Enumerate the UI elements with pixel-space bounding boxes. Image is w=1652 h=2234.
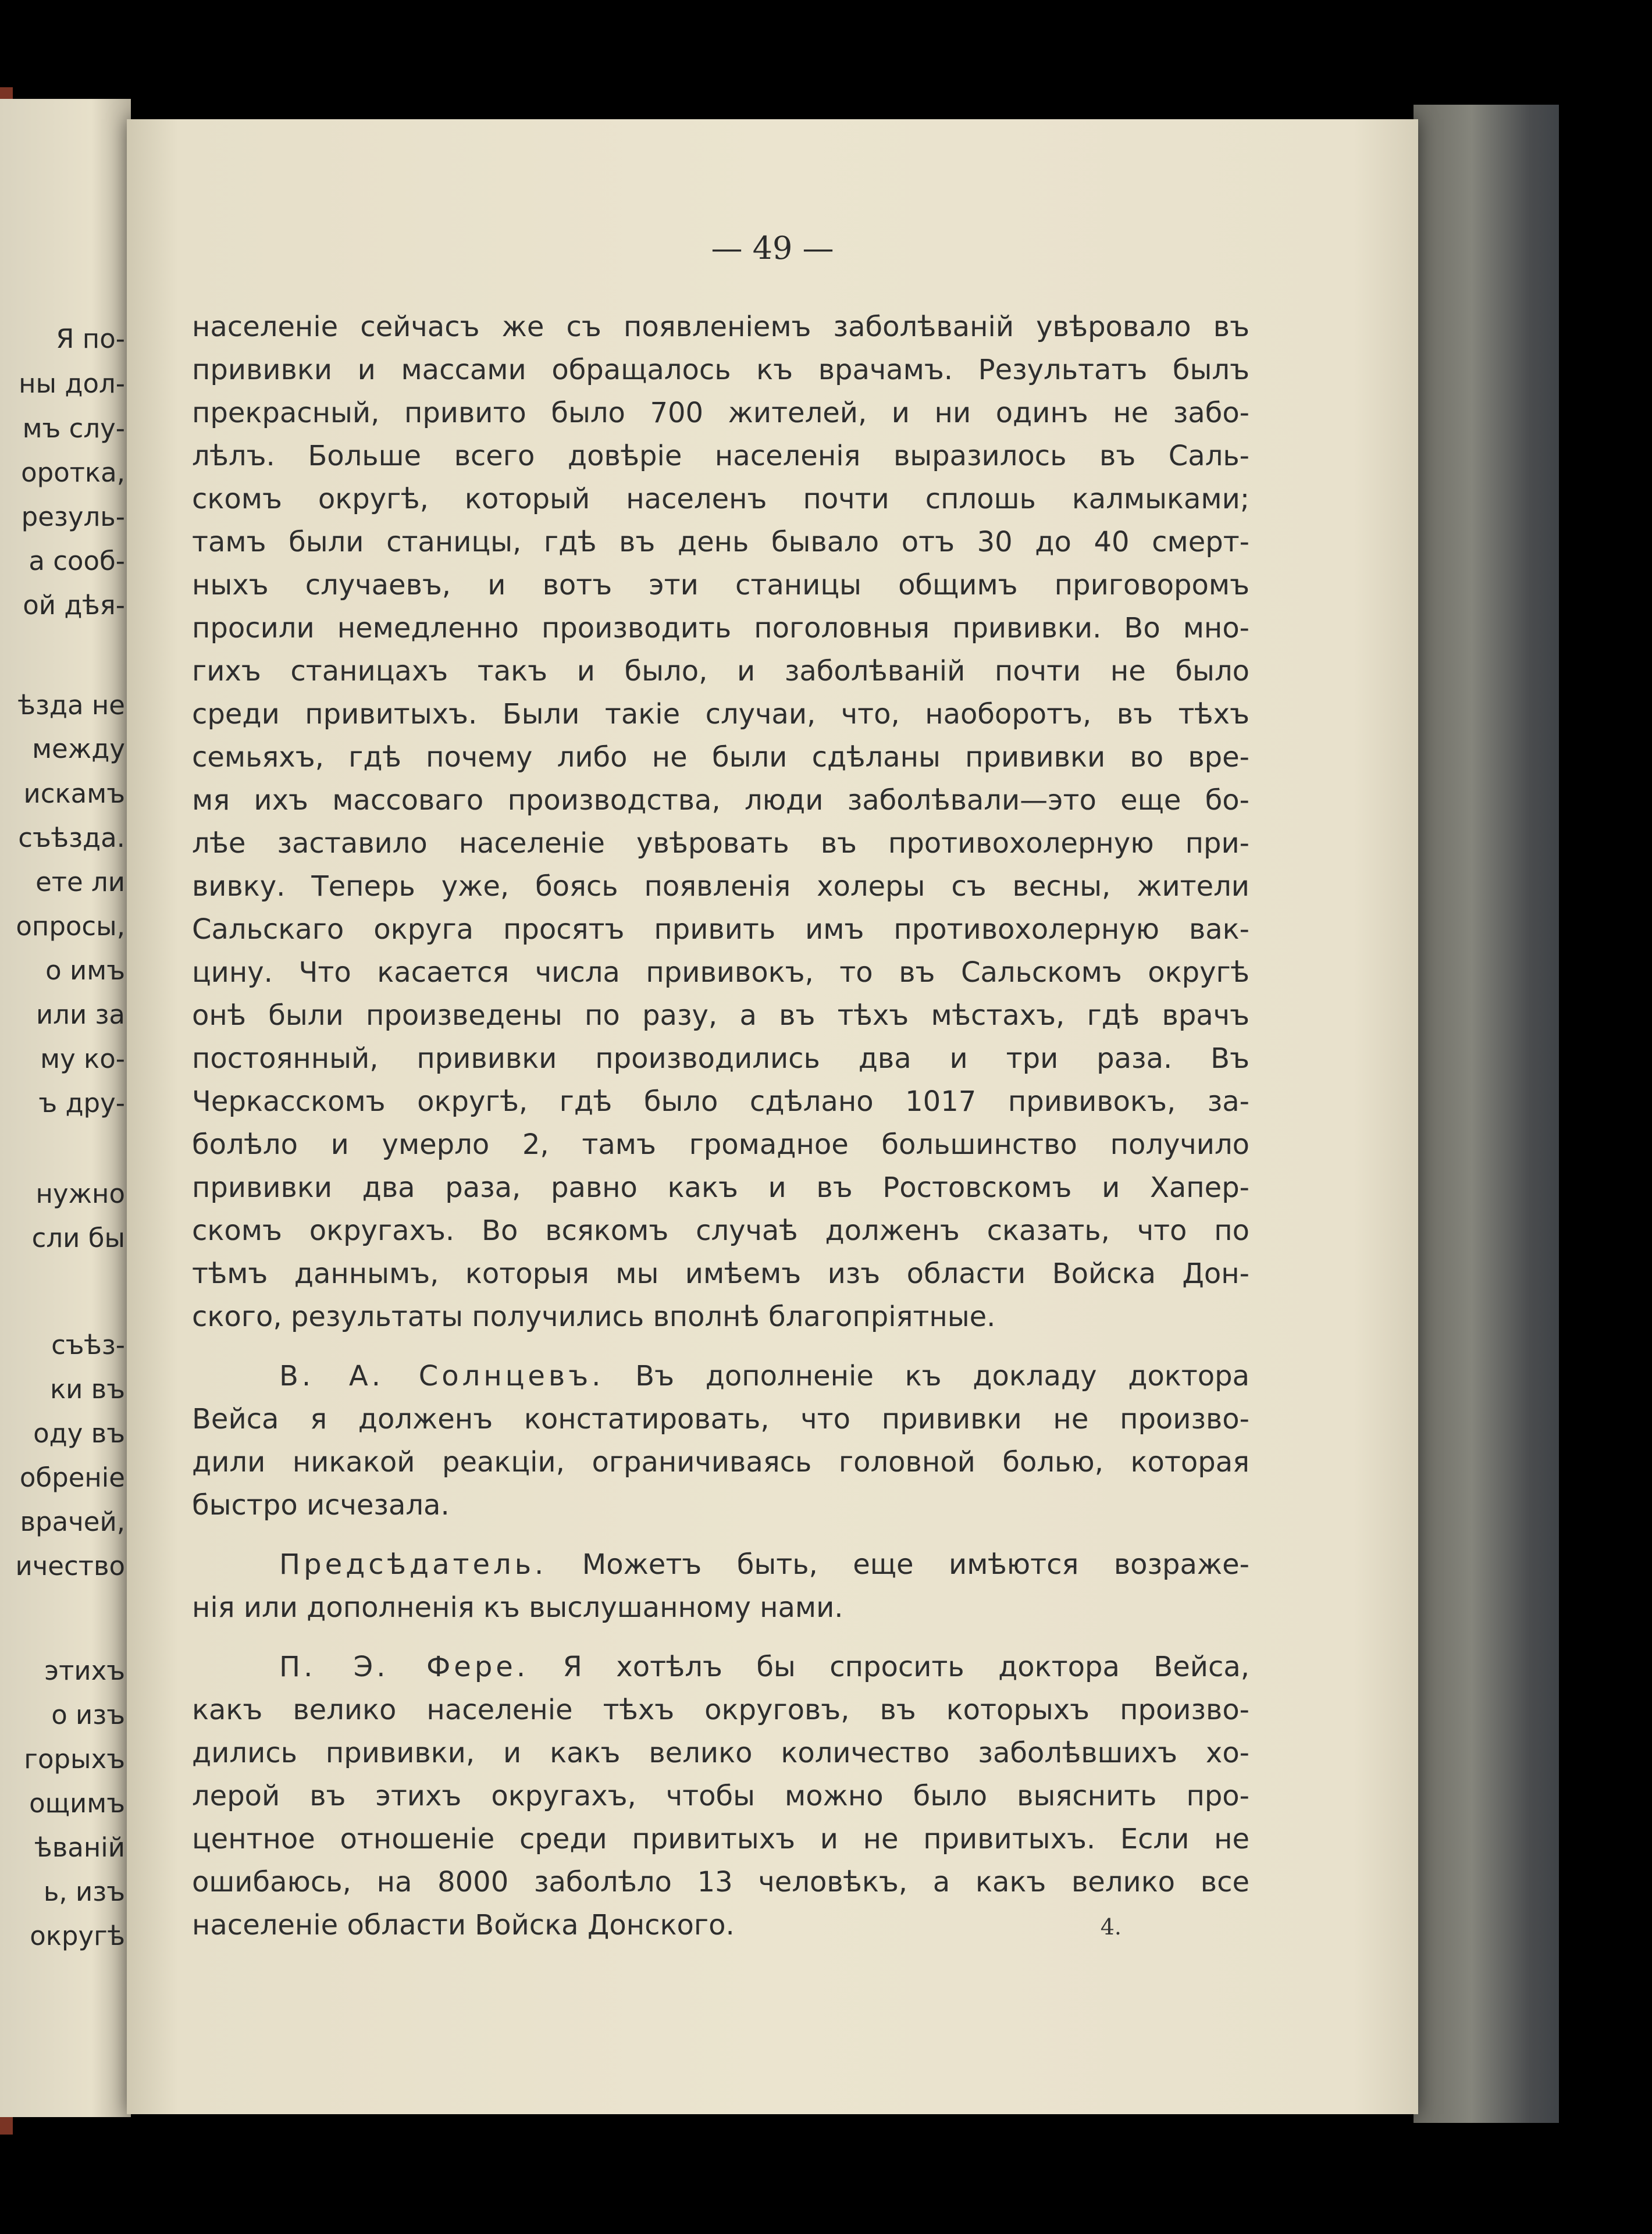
text-line: вивку. Теперь уже, боясь появленія холеры съ весны, жители	[192, 870, 1249, 903]
paragraph-2	[192, 1355, 1249, 1527]
left-page-fragment: оротка,	[21, 457, 125, 488]
text-line: населеніе сейчасъ же съ появленіемъ заболѣваній увѣровало въ	[192, 311, 1249, 343]
text-line: нія или дополненія къ выслушанному нами.	[192, 1591, 843, 1624]
paragraph-3-first-line-text: Можетъ быть, еще имѣются возраже-	[582, 1548, 1249, 1581]
left-page-fragment: ичество	[15, 1551, 125, 1581]
left-page-fragment: съѣзда.	[18, 822, 125, 853]
left-page-fragment: этихъ	[44, 1655, 125, 1686]
left-page-fragment: сли бы	[31, 1223, 125, 1253]
left-page-fragment: ки въ	[49, 1374, 125, 1405]
left-page-fragment: ѣваній	[34, 1832, 125, 1863]
left-page-fragment: горыхъ	[24, 1744, 125, 1775]
left-page-fragment: искамъ	[23, 778, 125, 809]
left-page-fragment: ощимъ	[29, 1788, 125, 1819]
text-line: дили никакой реакціи, ограничиваясь головной болью, которая	[192, 1446, 1249, 1478]
text-line: быстро исчезала.	[192, 1489, 450, 1522]
text-line: какъ велико населеніе тѣхъ округовъ, въ которыхъ произво-	[192, 1694, 1249, 1726]
text-line: среди привитыхъ. Были такіе случаи, что, наоборотъ, въ тѣхъ	[192, 698, 1249, 731]
text-line: болѣло и умерло 2, тамъ громадное большинство получило	[192, 1128, 1249, 1161]
text-line: Сальскаго округа просятъ привить имъ противохолерную вак-	[192, 913, 1249, 946]
text-line: онѣ были произведены по разу, а въ тѣхъ мѣстахъ, гдѣ врачъ	[192, 999, 1249, 1032]
book-page	[127, 119, 1418, 2114]
paragraph-1	[192, 305, 1249, 1338]
text-line: лерой въ этихъ округахъ, чтобы можно было выяснить про-	[192, 1780, 1249, 1812]
paragraph-4	[192, 1645, 1249, 1947]
text-line: гихъ станицахъ такъ и было, и заболѣваній почти не было	[192, 655, 1249, 687]
left-page-fragment: Я по-	[56, 323, 125, 354]
text-line: постоянный, прививки производились два и три раза. Въ	[192, 1042, 1249, 1075]
signature-mark: 4.	[1100, 1914, 1121, 1940]
text-line: ошибаюсь, на 8000 заболѣло 13 человѣкъ, а какъ велико все	[192, 1866, 1249, 1898]
left-page-fragment: ъ дру-	[38, 1088, 125, 1118]
paragraph-3	[192, 1543, 1249, 1629]
text-line: просили немедленно производить поголовныя прививки. Во мно-	[192, 612, 1249, 644]
left-page-fragment: оду въ	[33, 1418, 125, 1449]
paragraph-2-first-line-text: Въ дополненіе къ докладу доктора	[635, 1360, 1249, 1392]
left-page-fragment: между	[32, 733, 125, 764]
paragraph-4-first-line	[192, 1645, 1249, 1688]
text-line: ныхъ случаевъ, и вотъ эти станицы общимъ приговоромъ	[192, 569, 1249, 601]
left-page-fragment: или за	[35, 999, 125, 1030]
text-line: скомъ округахъ. Во всякомъ случаѣ долженъ сказать, что по	[192, 1214, 1249, 1247]
left-page-fragment: му ко-	[40, 1043, 125, 1074]
speaker-name: Предсѣдатель.	[279, 1548, 547, 1581]
text-line: ского, результаты получились вполнѣ благопріятные.	[192, 1301, 996, 1333]
text-line: центное отношеніе среди привитыхъ и не привитыхъ. Если не	[192, 1823, 1249, 1855]
speaker-name: В. А. Солнцевъ.	[279, 1360, 604, 1392]
text-line: дились прививки, и какъ велико количество заболѣвшихъ хо-	[192, 1737, 1249, 1769]
left-page-fragment: а сооб-	[29, 546, 125, 576]
paragraph-4-first-line-text: Я хотѣлъ бы спросить доктора Вейса,	[562, 1651, 1249, 1683]
text-line: тамъ были станицы, гдѣ въ день бывало отъ 30 до 40 смерт-	[192, 526, 1249, 558]
left-page-fragment: съѣз-	[51, 1330, 125, 1360]
text-line: мя ихъ массоваго производства, люди заболѣвали—это еще бо-	[192, 784, 1249, 817]
text-line: населеніе области Войска Донского.	[192, 1909, 735, 1941]
left-page	[0, 99, 131, 2117]
left-page-fragment: ой дѣя-	[23, 590, 125, 621]
left-page-fragment: о имъ	[45, 955, 125, 986]
left-page-fragment: округѣ	[30, 1921, 125, 1951]
left-page-fragment: ны дол-	[19, 368, 125, 399]
text-line: прививки и массами обращалось къ врачамъ. Результатъ былъ	[192, 354, 1249, 386]
left-page-fragment: резуль-	[21, 501, 125, 532]
left-page-fragment: о изъ	[51, 1699, 125, 1730]
left-page-fragment: врачей,	[20, 1506, 125, 1537]
text-line: скомъ округѣ, который населенъ почти сплошь калмыками;	[192, 483, 1249, 515]
speaker-name: П. Э. Фере.	[279, 1651, 529, 1683]
paragraph-2-first-line	[192, 1355, 1249, 1398]
text-line: семьяхъ, гдѣ почему либо не были сдѣланы прививки во вре-	[192, 741, 1249, 774]
book-edge-right	[1414, 105, 1559, 2123]
page-text	[192, 305, 1249, 1947]
left-page-fragment: мъ слу-	[22, 413, 125, 444]
left-page-fragment: ѣзда не	[17, 690, 125, 721]
text-line: прививки два раза, равно какъ и въ Ростовскомъ и Хапер-	[192, 1171, 1249, 1204]
left-page-fragment: опросы,	[16, 911, 125, 942]
text-line: цину. Что касается числа прививокъ, то въ Сальскомъ округѣ	[192, 956, 1249, 989]
paragraph-3-first-line	[192, 1543, 1249, 1586]
left-page-fragment: обреніе	[19, 1462, 125, 1493]
text-line: лѣе заставило населеніе увѣровать въ противохолерную при-	[192, 827, 1249, 860]
text-line: тѣмъ даннымъ, которыя мы имѣемъ изъ области Войска Дон-	[192, 1257, 1249, 1290]
text-line: лѣлъ. Больше всего довѣріе населенія выразилось въ Саль-	[192, 440, 1249, 472]
left-page-fragment: ете ли	[35, 867, 125, 897]
page-number: — 49 —	[711, 230, 834, 266]
left-page-fragment: ь, изъ	[43, 1876, 125, 1907]
text-line: Вейса я долженъ констатировать, что прививки не произво-	[192, 1403, 1249, 1435]
text-line: прекрасный, привито было 700 жителей, и ни одинъ не забо-	[192, 397, 1249, 429]
left-page-fragment: нужно	[35, 1178, 125, 1209]
text-line: Черкасскомъ округѣ, гдѣ было сдѣлано 1017 прививокъ, за-	[192, 1085, 1249, 1118]
